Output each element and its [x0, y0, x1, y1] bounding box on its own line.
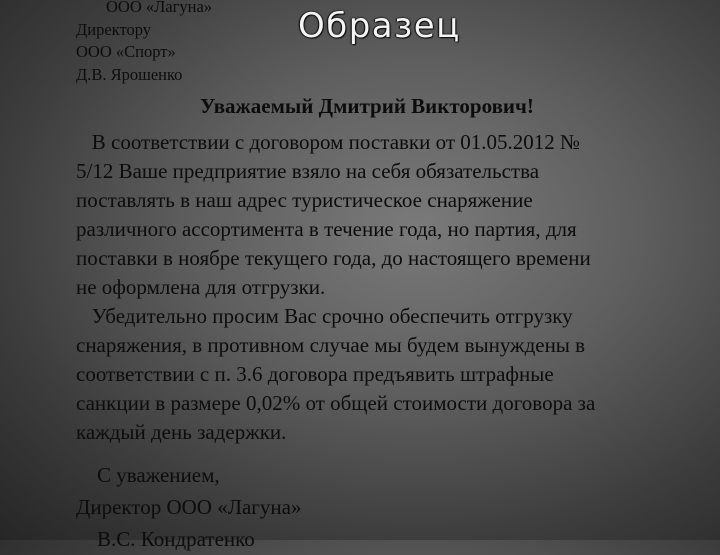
page-title: Образец — [298, 6, 461, 46]
recipient-name: Д.В. Ярошенко — [76, 64, 183, 84]
letter-greeting: Уважаемый Дмитрий Викторович! — [200, 94, 534, 118]
paragraph2-line: соответствии с п. 3.6 договора предъявить штрафные — [76, 362, 554, 386]
letter-body — [76, 128, 696, 447]
sender-block — [76, 0, 212, 86]
closing-regards: С уважением, — [76, 463, 220, 487]
paragraph2-line: Убедительно просим Вас срочно обеспечить отгрузку — [76, 304, 573, 328]
paragraph1-line: В соответствии с договором поставки от 01.05.2012 № — [76, 130, 581, 154]
paragraph2-line: каждый день задержки. — [76, 420, 287, 444]
paragraph1-line: поставки в ноябре текущего года, до настоящего времени — [76, 246, 591, 270]
signer-name: В.С. Кондратенко — [76, 527, 255, 551]
recipient-company: ООО «Спорт» — [76, 42, 176, 61]
signature-block — [76, 459, 301, 555]
paragraph1-line: 5/12 Ваше предприятие взяло на себя обязательства — [76, 159, 540, 183]
paragraph1-line: различного ассортимента в течение года, но партия, для — [76, 217, 577, 241]
sender-company: ООО «Лагуна» — [106, 0, 213, 16]
paragraph2-line: санкции в размере 0,02% от общей стоимости договора за — [76, 391, 596, 415]
paragraph1-line: не оформлена для отгрузки. — [76, 275, 326, 299]
paragraph2-line: снаряжения, в противном случае мы будем вынуждены в — [76, 333, 586, 357]
paragraph1-line: поставлять в наш адрес туристическое снаряжение — [76, 188, 533, 212]
recipient-position: Директору — [76, 19, 151, 39]
signer-position: Директор ООО «Лагуна» — [76, 495, 302, 519]
